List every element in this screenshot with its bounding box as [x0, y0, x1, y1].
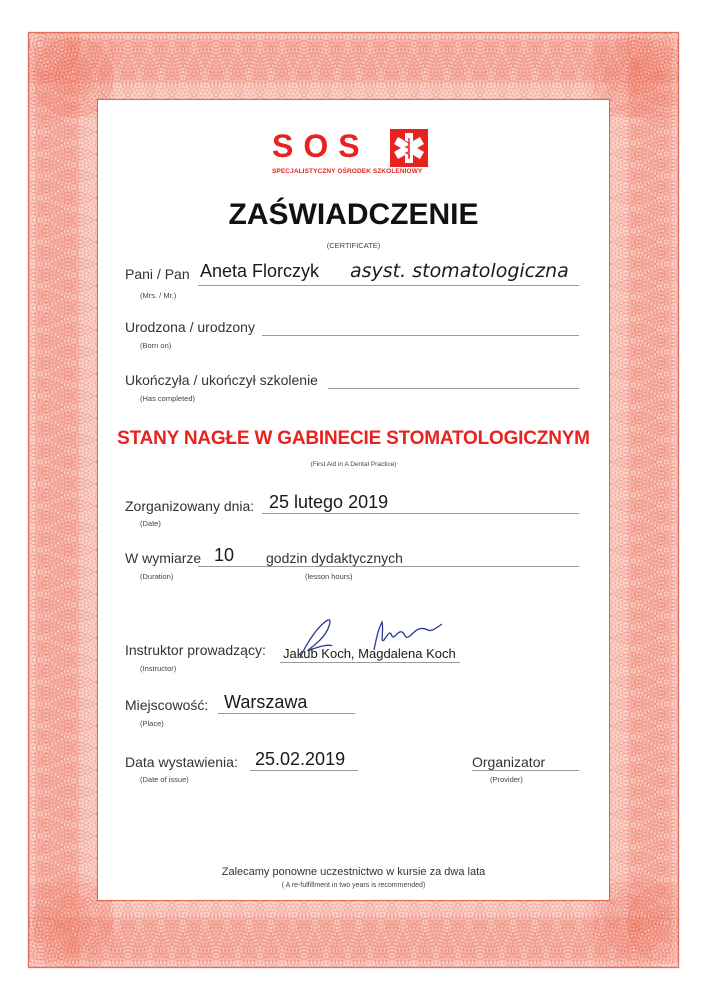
born-label: Urodzona / urodzony	[125, 319, 255, 335]
place-value: Warszawa	[224, 692, 308, 712]
certificate-title-en: (CERTIFICATE)	[326, 241, 381, 250]
star-of-life-icon	[390, 129, 428, 167]
sos-logo	[272, 128, 440, 180]
duration-label: W wymiarze	[125, 550, 202, 566]
recipient-profession: asyst. stomatologiczna	[350, 260, 569, 282]
organizer-label: Organizator	[472, 754, 546, 770]
issue-sub: (Date of issue)	[140, 775, 189, 784]
place-sub: (Place)	[140, 719, 164, 728]
recipient-label: Pani / Pan	[125, 266, 190, 282]
completed-underline	[328, 388, 579, 389]
instructor-value: Jakub Koch, Magdalena Koch	[283, 646, 456, 661]
course-title: STANY NAGŁE W GABINECIE STOMATOLOGICZNYM	[117, 428, 590, 449]
born-underline	[262, 335, 579, 336]
duration-unit: godzin dydaktycznych	[266, 550, 403, 566]
course-title-en: (First Aid in A Dental Practice)	[310, 461, 397, 468]
place-underline	[218, 713, 355, 714]
duration-value: 10	[214, 545, 235, 565]
place-label: Miejscowość:	[125, 697, 209, 713]
recipient-name: Aneta Florczyk	[200, 261, 320, 281]
sos-logo-tagline: SPECJALISTYCZNY OŚRODEK SZKOLENIOWY	[272, 168, 423, 175]
organized-sub: (Date)	[140, 519, 161, 528]
organizer-sub: (Provider)	[490, 775, 523, 784]
instructor-signatures	[280, 610, 460, 670]
instructor-label: Instruktor prowadzący:	[125, 642, 266, 658]
instructor-sub: (Instructor)	[140, 664, 177, 673]
organized-label: Zorganizowany dnia:	[125, 498, 255, 514]
sos-logo-text: SOS	[272, 128, 370, 164]
footer-note-en: ( A re-fulfillment in two years is recommended)	[281, 882, 426, 889]
duration-sub: (Duration)	[140, 572, 174, 581]
organized-underline	[262, 513, 579, 514]
recipient-sub: (Mrs. / Mr.)	[140, 291, 177, 300]
completed-label: Ukończyła / ukończył szkolenie	[125, 372, 318, 388]
duration-unit-sub: (lesson hours)	[305, 572, 353, 581]
organizer-underline	[472, 770, 579, 771]
duration-underline	[198, 566, 579, 567]
born-sub: (Born on)	[140, 341, 172, 350]
recipient-underline	[198, 285, 579, 286]
issue-value: 25.02.2019	[255, 749, 346, 769]
footer-note: Zalecamy ponowne uczestnictwo w kursie za dwa lata	[221, 866, 486, 878]
certificate-title: ZAŚWIADCZENIE	[228, 198, 479, 231]
issue-label: Data wystawienia:	[125, 754, 238, 770]
issue-underline	[250, 770, 358, 771]
instructor-underline	[280, 662, 460, 663]
completed-sub: (Has completed)	[140, 394, 196, 403]
organized-value: 25 lutego 2019	[269, 492, 389, 512]
